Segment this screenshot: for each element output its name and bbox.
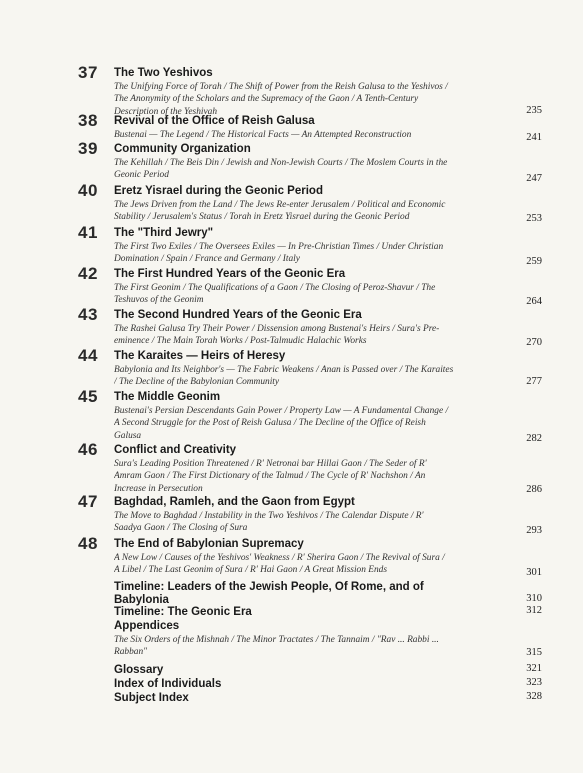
chapter-title: The Second Hundred Years of the Geonic Era: [114, 309, 362, 321]
chapter-number: 48: [78, 534, 98, 553]
subtopic-line: The Rashei Galusa Try Their Power / Dissension among Bustenai's Heirs / Sura's Pre-: [114, 324, 440, 334]
subtopic-line: Amram Gaon / The First Dictionary of the Talmud / The Cycle of R' Nachshon / An: [114, 471, 426, 482]
chapter-number: 46: [78, 440, 98, 459]
chapter-number: 37: [78, 63, 98, 82]
page-number: 312: [526, 605, 542, 616]
subtopic-line: Teshuvos of the Geonim: [114, 295, 204, 306]
subtopic-line: The First Geonim / The Qualifications of a Gaon / The Closing of Peroz-Shavur / The: [114, 283, 436, 293]
subtopic-line: Stability / Jerusalem's Status / Torah in Eretz Yisrael during the Geonic Period: [114, 212, 410, 223]
subtopic-line: The First Two Exiles / The Oversees Exiles — In Pre-Christian Times / Under Christian: [114, 242, 444, 252]
chapter-title: The First Hundred Years of the Geonic Era: [114, 268, 346, 280]
back-matter-title: Index of Individuals: [114, 678, 222, 690]
page-number: 282: [526, 433, 542, 444]
chapter-title: Community Organization: [114, 143, 251, 155]
chapter-subtopics: [114, 364, 492, 389]
page-number: 264: [526, 296, 542, 307]
chapter-subtopics: [114, 458, 492, 495]
subtopic-line: Bustenai's Persian Descendants Gain Power / Property Law — A Fundamental Change /: [114, 406, 449, 416]
page-number: 310: [526, 593, 542, 604]
chapter-number: 45: [78, 387, 98, 406]
chapter-title: The "Third Jewry": [114, 227, 214, 239]
page-number: 328: [526, 691, 542, 702]
chapter-subtopics: [114, 510, 492, 535]
page-number: 253: [526, 213, 542, 224]
chapter-subtopics: [114, 129, 492, 141]
chapter-subtopics: [114, 157, 492, 182]
subtopic-line: Geonic Period: [114, 170, 169, 181]
subtopic-line: Bustenai — The Legend / The Historical Facts — An Attempted Reconstruction: [114, 130, 412, 140]
subtopic-line: A Second Struggle for the Post of Reish Galusa / The Decline of the Office of Reish: [114, 418, 426, 429]
chapter-subtopics: [114, 282, 492, 307]
subtopic-line: Babylonia and Its Neighbor's — The Fabric Weakens / Anan is Passed over / The Karaites: [114, 365, 454, 375]
page-number: 259: [526, 256, 542, 267]
page-number: 235: [526, 105, 542, 116]
chapter-number: 38: [78, 111, 98, 130]
subtopic-line: Increase in Persecution: [114, 483, 203, 494]
back-matter-title: Subject Index: [114, 692, 189, 704]
page-number: 270: [526, 337, 542, 348]
back-matter-title: Timeline: Leaders of the Jewish People, Of Rome, and of: [114, 581, 424, 593]
subtopic-line: A Libel / The Last Geonim of Sura / R' Hai Gaon / A Great Mission Ends: [114, 565, 388, 576]
page-number: 315: [526, 647, 542, 658]
chapter-subtopics: [114, 241, 492, 266]
subtopic-line: Galusa: [114, 430, 142, 441]
subtopic-line: Saadya Gaon / The Closing of Sura: [114, 523, 248, 534]
chapter-title: The Karaites — Heirs of Heresy: [114, 350, 286, 362]
page-number: 277: [526, 376, 542, 387]
page-number: 301: [526, 567, 542, 578]
subtopic-line: Rabban": [114, 647, 148, 658]
subtopic-line: The Kehillah / The Beis Din / Jewish and Non-Jewish Courts / The Moslem Courts in the: [114, 158, 448, 168]
chapter-number: 47: [78, 492, 98, 511]
chapter-subtopics: [114, 405, 492, 442]
subtopic-line: eminence / The Main Torah Works / Post-Talmudic Halachic Works: [114, 336, 367, 347]
subtopic-line: The Unifying Force of Torah / The Shift of Power from the Reish Galusa to the Yeshivos /: [114, 82, 448, 92]
chapter-subtopics: [114, 81, 492, 118]
chapter-title: Eretz Yisrael during the Geonic Period: [114, 185, 323, 197]
chapter-subtopics: [114, 199, 492, 224]
back-matter-title: Babylonia: [114, 594, 169, 606]
chapter-number: 39: [78, 139, 98, 158]
chapter-number: 43: [78, 305, 98, 324]
subtopic-line: Domination / Spain / France and Germany / Italy: [114, 254, 300, 265]
back-matter-title: Appendices: [114, 620, 180, 632]
subtopic-line: / The Decline of the Babylonian Community: [114, 377, 280, 388]
back-matter-title: Glossary: [114, 664, 164, 676]
back-matter-title: Timeline: The Geonic Era: [114, 606, 252, 618]
subtopic-line: The Move to Baghdad / Instability in the Two Yeshivos / The Calendar Dispute / R': [114, 511, 424, 521]
chapter-number: 44: [78, 346, 98, 365]
chapter-title: Baghdad, Ramleh, and the Gaon from Egypt: [114, 496, 355, 508]
chapter-title: The Middle Geonim: [114, 391, 221, 403]
chapter-title: Revival of the Office of Reish Galusa: [114, 115, 315, 127]
chapter-title: The Two Yeshivos: [114, 67, 213, 79]
chapter-subtopics: [114, 552, 492, 577]
chapter-subtopics: [114, 323, 492, 348]
subtopic-line: The Six Orders of the Mishnah / The Minor Tractates / The Tannaim / "Rav ... Rabbi ...: [114, 635, 439, 645]
chapter-title: Conflict and Creativity: [114, 444, 237, 456]
page-number: 293: [526, 525, 542, 536]
chapter-number: 40: [78, 181, 98, 200]
page-number: 321: [526, 663, 542, 674]
subtopic-line: The Anonymity of the Scholars and the Supremacy of the Gaon / A Tenth-Century: [114, 94, 419, 105]
subtopic-line: The Jews Driven from the Land / The Jews Re-enter Jerusalem / Political and Economic: [114, 200, 446, 210]
subtopic-line: Description of the Yeshivah: [114, 106, 218, 117]
page-number: 286: [526, 484, 542, 495]
subtopic-line: Sura's Leading Position Threatened / R' Netronai bar Hillai Gaon / The Seder of R': [114, 459, 427, 469]
back-matter-subtopics: [114, 634, 492, 659]
chapter-title: The End of Babylonian Supremacy: [114, 538, 304, 550]
page-number: 247: [526, 173, 542, 184]
page-number: 323: [526, 677, 542, 688]
chapter-number: 41: [78, 223, 98, 242]
subtopic-line: A New Low / Causes of the Yeshivos' Weakness / R' Sherira Gaon / The Revival of Sura /: [114, 553, 445, 563]
chapter-number: 42: [78, 264, 98, 283]
page-number: 241: [526, 132, 542, 143]
